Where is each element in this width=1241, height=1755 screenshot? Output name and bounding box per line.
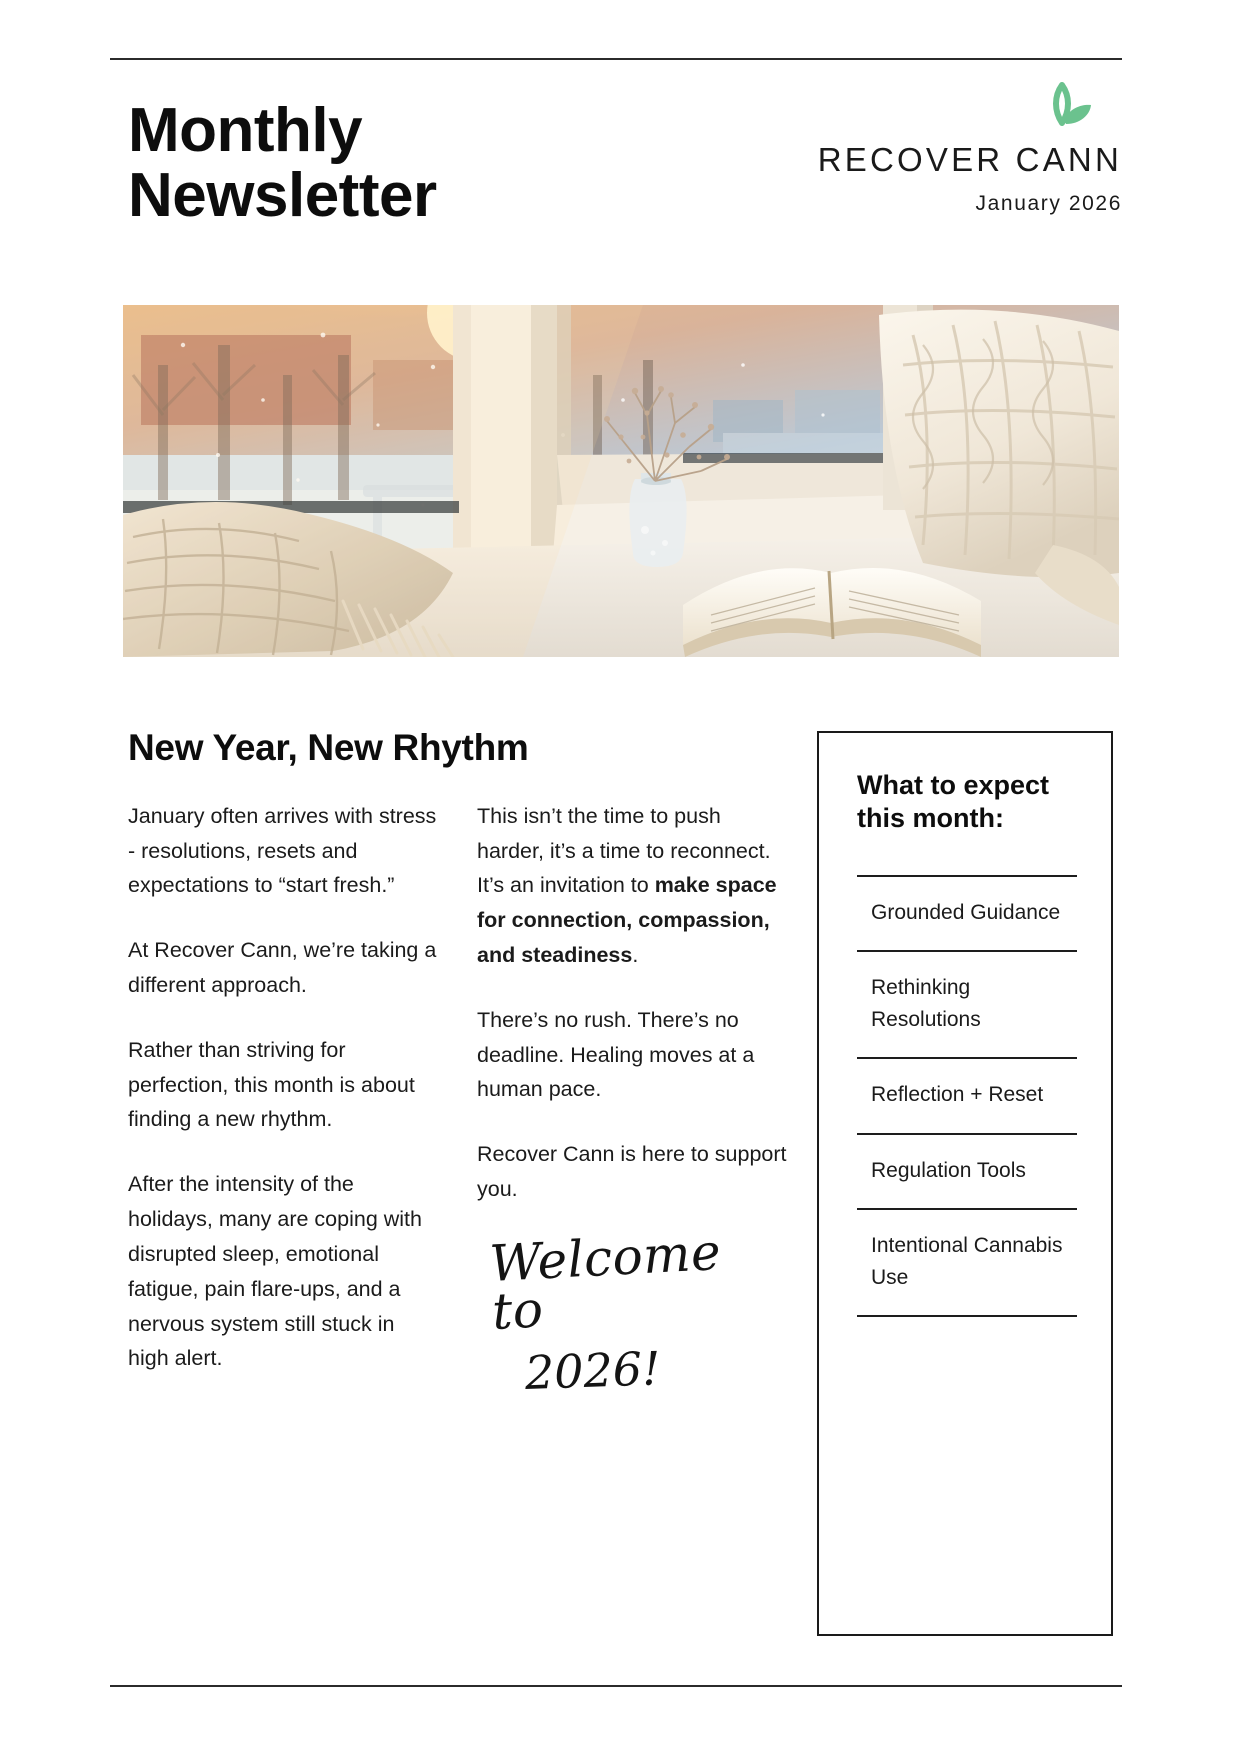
what-to-expect-panel: [817, 731, 1113, 1636]
masthead: [128, 96, 648, 231]
page-title-line-2: Newsletter: [128, 161, 437, 231]
list-divider: [857, 1315, 1077, 1317]
paragraph: Rather than striving for perfection, this month is about finding a new rhythm.: [128, 1037, 415, 1132]
top-divider-rule: [110, 58, 1122, 60]
article-columns: [128, 799, 788, 1400]
paragraph-lead: This isn’t the time to push harder, it’s a time to reconnect. It’s an invitation to: [477, 803, 771, 898]
list-item: Intentional Cannabis Use: [871, 1234, 1063, 1289]
issue-date: January 2026: [975, 192, 1122, 216]
page-title-line-1: Monthly: [128, 96, 363, 165]
leaf-sprout-icon: [702, 78, 1100, 140]
signoff-line-2: 2026!: [524, 1341, 662, 1400]
paragraph-tail: .: [632, 943, 639, 967]
list-item: Regulation Tools: [871, 1158, 1026, 1182]
hero-image: [123, 305, 1119, 657]
paragraph: There’s no rush. There’s no deadline. Healing moves at a human pace.: [477, 1007, 755, 1102]
list-item: Grounded Guidance: [871, 900, 1061, 924]
sidebar-heading: What to expect this month:: [857, 770, 1050, 833]
brand-name: RECOVER CANN: [817, 141, 1122, 178]
handwritten-signoff: [477, 1222, 788, 1400]
paragraph-emphasis: make space for connection, compassion, and steadiness: [477, 873, 777, 967]
brand-block: [702, 78, 1122, 216]
list-item: Reflection + Reset: [871, 1083, 1044, 1107]
article-right-column: [477, 799, 788, 1400]
article-left-column: [128, 799, 439, 1396]
paragraph: [477, 799, 788, 973]
signoff-line-1: Welcome to: [488, 1222, 723, 1341]
bottom-divider-rule: [110, 1685, 1122, 1687]
sidebar-topic-list: [857, 875, 1077, 1318]
paragraph: Recover Cann is here to support you.: [477, 1142, 787, 1202]
page-title: [128, 96, 648, 231]
paragraph: After the intensity of the holidays, many are coping with disrupted sleep, emotional fatigue, pain flare-ups, and a nervous system still stuck in high alert.: [128, 1172, 422, 1371]
list-item: Rethinking Resolutions: [871, 976, 981, 1031]
article-title: New Year, New Rhythm: [128, 727, 529, 768]
article: [128, 727, 788, 1400]
paragraph: January often arrives with stress - resolutions, resets and expectations to “start fresh.”: [128, 803, 437, 898]
paragraph: At Recover Cann, we’re taking a different approach.: [128, 938, 437, 997]
